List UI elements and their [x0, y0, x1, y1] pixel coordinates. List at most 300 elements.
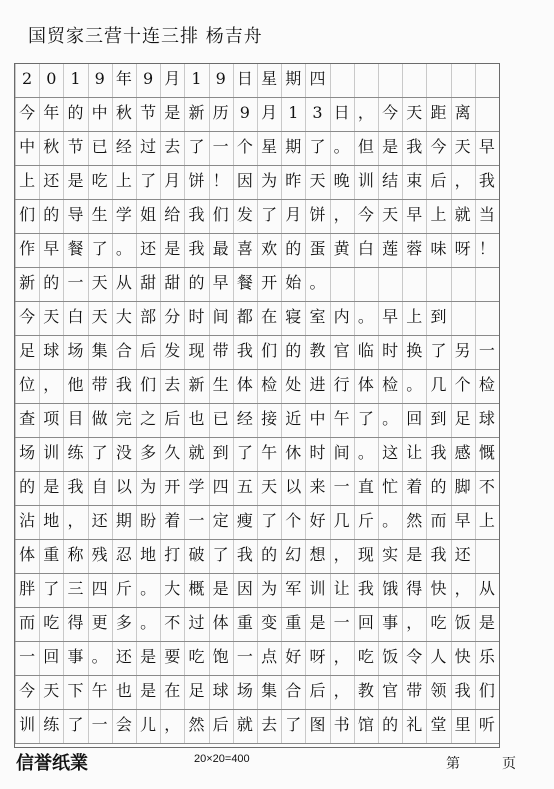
grid-cell — [281, 438, 305, 471]
grid-cell — [209, 200, 233, 233]
grid-cell — [233, 676, 257, 709]
grid-cell — [257, 268, 281, 301]
grid-cell — [209, 472, 233, 505]
grid-cell — [475, 710, 499, 743]
grid-cell — [451, 302, 475, 335]
grid-cell — [160, 370, 184, 403]
grid-cell — [475, 98, 499, 131]
grid-cell — [451, 370, 475, 403]
cell-char: 人 — [430, 647, 447, 666]
cell-char: 了 — [261, 205, 278, 224]
cell-char: 斤 — [115, 579, 132, 598]
cell-char: 他 — [67, 375, 84, 394]
cell-char: 姐 — [140, 205, 157, 224]
cell-char: 残 — [91, 545, 108, 564]
cell-char: 3 — [312, 103, 323, 122]
grid-cell — [15, 506, 39, 539]
cell-char: 我 — [188, 239, 205, 258]
writing-grid — [14, 63, 500, 748]
grid-cell — [426, 200, 450, 233]
grid-cell — [112, 268, 136, 301]
grid-cell — [402, 574, 426, 607]
grid-cell — [330, 438, 354, 471]
grid-cell — [354, 64, 378, 97]
cell-char: 四 — [212, 477, 229, 496]
grid-cell — [451, 438, 475, 471]
grid-cell — [112, 540, 136, 573]
grid-cell — [15, 64, 39, 97]
cell-char: 在 — [261, 307, 278, 326]
grid-row — [15, 302, 499, 336]
grid-cell — [15, 676, 39, 709]
grid-cell — [402, 64, 426, 97]
grid-row — [15, 438, 499, 472]
grid-cell — [184, 676, 208, 709]
grid-cell — [233, 472, 257, 505]
grid-cell — [402, 166, 426, 199]
cell-char: 忙 — [382, 477, 399, 496]
grid-cell — [305, 438, 329, 471]
cell-char: 味 — [430, 239, 447, 258]
cell-char: 内 — [333, 307, 350, 326]
grid-cell — [184, 404, 208, 437]
grid-cell — [257, 540, 281, 573]
cell-char: 甜 — [140, 273, 157, 292]
grid-cell — [257, 200, 281, 233]
cell-char: 完 — [115, 409, 132, 428]
cell-char: 莲 — [382, 239, 399, 258]
cell-char: 目 — [67, 409, 84, 428]
cell-char: 斤 — [357, 511, 374, 530]
cell-char: 学 — [188, 477, 205, 496]
cell-char: 距 — [430, 103, 447, 122]
cell-char: 天 — [382, 205, 399, 224]
cell-char: 的 — [43, 273, 60, 292]
grid-cell — [426, 676, 450, 709]
cell-char: 快 — [454, 647, 471, 666]
grid-cell — [451, 608, 475, 641]
grid-cell — [257, 302, 281, 335]
grid-cell — [112, 608, 136, 641]
cell-char: 。 — [309, 273, 326, 292]
grid-cell — [475, 200, 499, 233]
grid-cell — [426, 710, 450, 743]
grid-cell — [305, 710, 329, 743]
cell-char: 就 — [188, 443, 205, 462]
grid-cell — [184, 64, 208, 97]
cell-char: 现 — [357, 545, 374, 564]
cell-char: 蓉 — [406, 239, 423, 258]
cell-char: 白 — [357, 239, 374, 258]
cell-char: 我 — [67, 477, 84, 496]
grid-cell — [15, 370, 39, 403]
grid-cell — [160, 472, 184, 505]
grid-cell — [426, 506, 450, 539]
grid-cell — [209, 506, 233, 539]
grid-cell — [233, 506, 257, 539]
grid-cell — [184, 540, 208, 573]
cell-char: 开 — [261, 273, 278, 292]
grid-cell — [426, 404, 450, 437]
grid-cell — [402, 642, 426, 675]
grid-cell — [475, 64, 499, 97]
cell-char: 地 — [43, 511, 60, 530]
grid-cell — [281, 472, 305, 505]
grid-cell — [378, 302, 402, 335]
cell-char: 体 — [236, 375, 253, 394]
grid-row — [15, 268, 499, 302]
cell-char: 更 — [91, 613, 108, 632]
grid-cell — [136, 506, 160, 539]
grid-cell — [63, 336, 87, 369]
grid-cell — [88, 608, 112, 641]
grid-cell — [451, 642, 475, 675]
cell-char: 的 — [382, 715, 399, 734]
grid-cell — [136, 268, 160, 301]
cell-char: 们 — [478, 681, 495, 700]
cell-char: 是 — [43, 477, 60, 496]
grid-row — [15, 200, 499, 234]
cell-char: 部 — [140, 307, 157, 326]
grid-cell — [257, 642, 281, 675]
grid-cell — [305, 166, 329, 199]
cell-char: 球 — [43, 341, 60, 360]
grid-cell — [233, 438, 257, 471]
cell-char: 历 — [212, 103, 229, 122]
grid-cell — [257, 574, 281, 607]
cell-char: 是 — [164, 103, 181, 122]
cell-char: 。 — [115, 239, 132, 258]
grid-cell — [354, 98, 378, 131]
grid-cell — [63, 302, 87, 335]
grid-row — [15, 64, 499, 98]
grid-cell — [257, 132, 281, 165]
cell-char: 上 — [430, 205, 447, 224]
grid-cell — [354, 234, 378, 267]
cell-char: 导 — [67, 205, 84, 224]
cell-char: 也 — [188, 409, 205, 428]
grid-cell — [233, 642, 257, 675]
cell-char: ， — [406, 613, 423, 632]
grid-cell — [281, 268, 305, 301]
cell-char: 今 — [357, 205, 374, 224]
cell-char: 午 — [91, 681, 108, 700]
grid-cell — [160, 608, 184, 641]
cell-char: 训 — [43, 443, 60, 462]
grid-cell — [233, 234, 257, 267]
grid-cell — [112, 302, 136, 335]
cell-char: 都 — [236, 307, 253, 326]
grid-row — [15, 370, 499, 404]
cell-char: 五 — [236, 477, 253, 496]
grid-cell — [136, 336, 160, 369]
cell-char: 新 — [188, 103, 205, 122]
cell-char: 的 — [285, 341, 302, 360]
cell-char: 去 — [261, 715, 278, 734]
page-number-label: 第 页 — [446, 756, 516, 772]
cell-char: 一 — [333, 613, 350, 632]
grid-cell — [281, 574, 305, 607]
cell-char: 间 — [333, 443, 350, 462]
grid-cell — [281, 370, 305, 403]
grid-cell — [378, 506, 402, 539]
cell-char: 听 — [478, 715, 495, 734]
grid-cell — [160, 166, 184, 199]
cell-char: 会 — [115, 715, 132, 734]
cell-char: 。 — [357, 307, 374, 326]
cell-char: 我 — [357, 579, 374, 598]
cell-char: 结 — [382, 171, 399, 190]
grid-cell — [184, 710, 208, 743]
cell-char: 回 — [406, 409, 423, 428]
cell-char: 。 — [357, 443, 374, 462]
grid-cell — [426, 642, 450, 675]
cell-char: 餐 — [236, 273, 253, 292]
grid-cell — [184, 200, 208, 233]
grid-row — [15, 506, 499, 540]
grid-cell — [88, 472, 112, 505]
grid-cell — [233, 132, 257, 165]
grid-cell — [354, 506, 378, 539]
cell-char: 胖 — [19, 579, 36, 598]
cell-char: 概 — [188, 579, 205, 598]
grid-cell — [426, 472, 450, 505]
cell-char: 着 — [164, 511, 181, 530]
grid-cell — [354, 608, 378, 641]
cell-char: 新 — [19, 273, 36, 292]
cell-char: 检 — [478, 375, 495, 394]
cell-char: 月 — [261, 103, 278, 122]
grid-cell — [475, 132, 499, 165]
cell-char: 天 — [43, 681, 60, 700]
cell-char: 慨 — [478, 443, 495, 462]
cell-char: 。 — [140, 579, 157, 598]
grid-cell — [402, 268, 426, 301]
cell-char: 。 — [382, 511, 399, 530]
grid-cell — [136, 574, 160, 607]
grid-cell — [160, 404, 184, 437]
grid-cell — [233, 710, 257, 743]
grid-cell — [475, 642, 499, 675]
cell-char: 的 — [188, 273, 205, 292]
cell-char: 三 — [67, 579, 84, 598]
grid-cell — [354, 574, 378, 607]
cell-char: 9 — [215, 69, 226, 88]
cell-char: 饭 — [454, 613, 471, 632]
grid-cell — [354, 268, 378, 301]
cell-char: 带 — [406, 681, 423, 700]
cell-char: 天 — [406, 103, 423, 122]
grid-cell — [88, 166, 112, 199]
grid-cell — [15, 404, 39, 437]
cell-char: 事 — [67, 647, 84, 666]
grid-cell — [354, 404, 378, 437]
cell-char: 定 — [212, 511, 229, 530]
cell-char: 0 — [46, 69, 57, 88]
cell-char: 军 — [285, 579, 302, 598]
cell-char: 来 — [309, 477, 326, 496]
cell-char: 。 — [140, 613, 157, 632]
page-header: 国贸家三营十连三排 杨吉舟 — [28, 26, 263, 47]
cell-char: 束 — [406, 171, 423, 190]
cell-char: 大 — [164, 579, 181, 598]
grid-cell — [354, 370, 378, 403]
cell-char: 也 — [115, 681, 132, 700]
grid-row — [15, 676, 499, 710]
grid-cell — [402, 540, 426, 573]
grid-cell — [257, 472, 281, 505]
grid-cell — [281, 540, 305, 573]
grid-cell — [63, 676, 87, 709]
grid-cell — [305, 642, 329, 675]
cell-char: 然 — [406, 511, 423, 530]
cell-char: 从 — [478, 579, 495, 598]
grid-cell — [281, 710, 305, 743]
grid-cell — [63, 166, 87, 199]
cell-char: 因 — [236, 171, 253, 190]
grid-cell — [39, 710, 63, 743]
cell-char: 9 — [239, 103, 250, 122]
grid-cell — [475, 608, 499, 641]
grid-cell — [305, 404, 329, 437]
grid-cell — [451, 336, 475, 369]
cell-char: 是 — [67, 171, 84, 190]
grid-cell — [136, 234, 160, 267]
cell-char: 个 — [236, 137, 253, 156]
cell-char: 午 — [261, 443, 278, 462]
grid-cell — [39, 608, 63, 641]
grid-cell — [305, 506, 329, 539]
cell-char: 还 — [115, 647, 132, 666]
paper-footer — [16, 749, 536, 773]
grid-cell — [281, 234, 305, 267]
cell-char: 我 — [188, 205, 205, 224]
cell-char: 接 — [261, 409, 278, 428]
cell-char: 早 — [478, 137, 495, 156]
grid-cell — [305, 268, 329, 301]
cell-char: 为 — [261, 579, 278, 598]
grid-cell — [88, 302, 112, 335]
cell-char: 位 — [19, 375, 36, 394]
grid-cell — [330, 574, 354, 607]
cell-char: 星 — [261, 69, 278, 88]
grid-cell — [451, 574, 475, 607]
cell-char: 新 — [188, 375, 205, 394]
cell-char: 检 — [261, 375, 278, 394]
cell-char: 还 — [91, 511, 108, 530]
grid-cell — [475, 234, 499, 267]
grid-cell — [281, 642, 305, 675]
grid-cell — [136, 98, 160, 131]
cell-char: 今 — [382, 103, 399, 122]
cell-char: 下 — [67, 681, 84, 700]
grid-cell — [136, 710, 160, 743]
grid-cell — [63, 642, 87, 675]
grid-cell — [451, 676, 475, 709]
grid-cell — [15, 302, 39, 335]
cell-char: 官 — [382, 681, 399, 700]
cell-char: 以 — [115, 477, 132, 496]
cell-char: 时 — [309, 443, 326, 462]
cell-char: 。 — [333, 137, 350, 156]
grid-cell — [88, 506, 112, 539]
cell-char: 一 — [212, 137, 229, 156]
cell-char: 礼 — [406, 715, 423, 734]
grid-cell — [451, 710, 475, 743]
cell-char: 而 — [430, 511, 447, 530]
cell-char: 早 — [212, 273, 229, 292]
cell-char: 1 — [288, 103, 299, 122]
cell-char: 饼 — [309, 205, 326, 224]
grid-row — [15, 234, 499, 268]
grid-cell — [63, 234, 87, 267]
cell-char: 黄 — [333, 239, 350, 258]
grid-cell — [281, 166, 305, 199]
cell-char: 9 — [143, 69, 154, 88]
cell-char: 中 — [91, 103, 108, 122]
grid-cell — [209, 64, 233, 97]
cell-char: 练 — [43, 715, 60, 734]
cell-char: 想 — [309, 545, 326, 564]
grid-cell — [378, 540, 402, 573]
cell-char: 领 — [430, 681, 447, 700]
grid-cell — [305, 98, 329, 131]
cell-char: 一 — [91, 715, 108, 734]
cell-char: 里 — [454, 715, 471, 734]
grid-cell — [184, 234, 208, 267]
grid-row — [15, 608, 499, 642]
grid-row — [15, 132, 499, 166]
cell-char: 。 — [382, 409, 399, 428]
grid-cell — [378, 200, 402, 233]
cell-char: 教 — [357, 681, 374, 700]
cell-char: 因 — [236, 579, 253, 598]
grid-cell — [233, 540, 257, 573]
cell-char: ， — [333, 545, 350, 564]
cell-char: 了 — [67, 715, 84, 734]
cell-char: 查 — [19, 409, 36, 428]
cell-char: 晚 — [333, 171, 350, 190]
grid-cell — [354, 132, 378, 165]
cell-char: 后 — [309, 681, 326, 700]
cell-char: 还 — [140, 239, 157, 258]
grid-cell — [378, 676, 402, 709]
grid-cell — [426, 302, 450, 335]
grid-cell — [209, 166, 233, 199]
cell-char: 去 — [164, 375, 181, 394]
grid-cell — [330, 404, 354, 437]
cell-char: 。 — [91, 647, 108, 666]
cell-char: 自 — [91, 477, 108, 496]
cell-char: 检 — [382, 375, 399, 394]
grid-cell — [15, 132, 39, 165]
cell-char: 秋 — [43, 137, 60, 156]
cell-char: 期 — [115, 511, 132, 530]
grid-cell — [112, 574, 136, 607]
cell-char: 从 — [115, 273, 132, 292]
cell-char: 临 — [357, 341, 374, 360]
grid-cell — [160, 200, 184, 233]
grid-cell — [330, 370, 354, 403]
cell-char: 直 — [357, 477, 374, 496]
cell-char: 不 — [164, 613, 181, 632]
grid-cell — [354, 166, 378, 199]
cell-char: 吃 — [91, 171, 108, 190]
grid-cell — [330, 642, 354, 675]
grid-cell — [378, 710, 402, 743]
grid-cell — [15, 268, 39, 301]
grid-cell — [88, 200, 112, 233]
